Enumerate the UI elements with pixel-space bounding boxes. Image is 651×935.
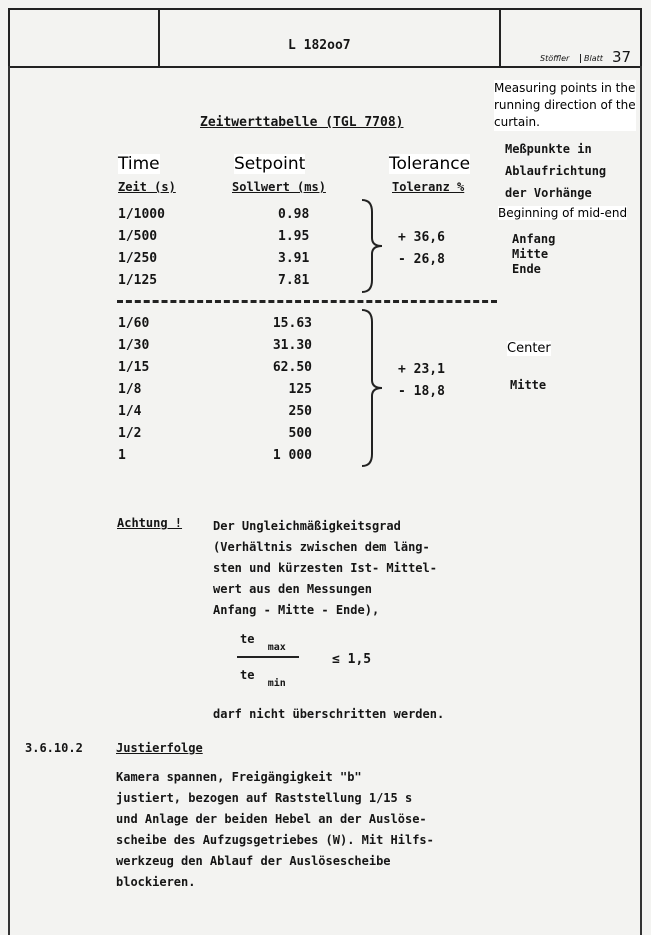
note-final: darf nicht überschritten werden.: [213, 707, 445, 721]
table-cell: 125: [288, 382, 312, 397]
header-divider: [499, 10, 501, 68]
table-cell: 1/250: [118, 251, 158, 266]
table-cell: 3.91: [278, 251, 310, 266]
table-cell: 31.30: [272, 338, 312, 353]
annotation-center: Center: [507, 341, 551, 356]
annotation-time: Time: [118, 154, 160, 174]
table-cell: 1/4: [118, 404, 142, 419]
annotation-tolerance: Tolerance: [389, 154, 471, 174]
group-separator: [117, 300, 497, 303]
header-divider: [158, 10, 160, 68]
header-box: [8, 8, 642, 68]
page-number: 37: [612, 48, 632, 66]
table-cell: 15.63: [272, 316, 312, 331]
table-cell: 500: [288, 426, 312, 441]
left-border: [8, 66, 10, 935]
note-label: Achtung !: [117, 516, 183, 530]
table-cell: 0.98: [278, 207, 310, 222]
section-body: Kamera spannen, Freigängigkeit "b" justiert, bezogen auf Raststellung 1/15 s und Anlage der beiden Hebel an der Auslöse- scheibe des Aufzugsgetriebes (W). Mit Hilfs- werkzeug den Ablauf der Auslösescheibe blockieren.: [116, 770, 434, 889]
author-label: Stöffler: [540, 54, 570, 63]
table-cell: 250: [288, 404, 312, 419]
table-cell: 1/2: [118, 426, 142, 441]
group2-tolerance-plus: + 23,1: [398, 362, 445, 377]
fraction-numerator: te $_{max}$: [240, 632, 286, 653]
sheet-label: Blatt: [580, 54, 603, 63]
brace-group1: [360, 198, 390, 294]
document-id: L 182oo7: [288, 38, 351, 53]
table-cell: 1/1000: [118, 207, 165, 222]
fraction-bar: [237, 656, 299, 658]
header-time: Zeit (s): [118, 180, 176, 194]
annotation-measuring-points: Measuring points in the running direction of the curtain.: [494, 81, 636, 129]
measuring-points-header: Meßpunkte in Ablaufrichtung der Vorhänge: [505, 142, 607, 200]
fraction-relation: ≤ 1,5: [332, 652, 372, 667]
table-title: Zeitwerttabelle (TGL 7708): [200, 115, 404, 130]
table-cell: 62.50: [272, 360, 312, 375]
table-cell: 1/15: [118, 360, 150, 375]
note-text: Der Ungleichmäßigkeitsgrad (Verhältnis zwischen dem läng- sten und kürzesten Ist- Mittel- wert aus den Messungen Anfang - Mitte - Ende),: [213, 519, 437, 617]
group1-tolerance-plus: + 36,6: [398, 230, 445, 245]
group1-measuring-points: Anfang Mitte Ende: [512, 232, 556, 276]
annotation-beginning: Beginning of mid-end: [498, 206, 628, 220]
table-cell: 1.95: [278, 229, 310, 244]
table-cell: 1/60: [118, 316, 150, 331]
right-border: [640, 66, 642, 935]
table-cell: 7.81: [278, 273, 310, 288]
fraction-denominator: te $_{min}$: [240, 668, 286, 689]
table-cell: 1/8: [118, 382, 142, 397]
table-cell: 1 000: [272, 448, 312, 463]
group1-time-column: [118, 204, 165, 292]
group2-time-column: [118, 313, 149, 467]
section-title: Justierfolge: [116, 741, 203, 755]
group1-setpoint-column: [278, 204, 309, 292]
table-cell: 1/30: [118, 338, 150, 353]
table-cell: 1: [118, 448, 126, 463]
brace-group2: [360, 308, 390, 468]
header-tolerance: Toleranz %: [392, 180, 465, 194]
annotation-setpoint: Setpoint: [234, 154, 306, 174]
group2-measuring-point: Mitte: [510, 378, 547, 392]
group1-tolerance-minus: - 26,8: [398, 252, 445, 267]
group2-setpoint-column: [240, 313, 312, 467]
table-cell: 1/500: [118, 229, 158, 244]
group2-tolerance-minus: - 18,8: [398, 384, 445, 399]
section-number: 3.6.10.2: [25, 741, 83, 755]
header-setpoint: Sollwert (ms): [232, 180, 326, 194]
table-cell: 1/125: [118, 273, 158, 288]
